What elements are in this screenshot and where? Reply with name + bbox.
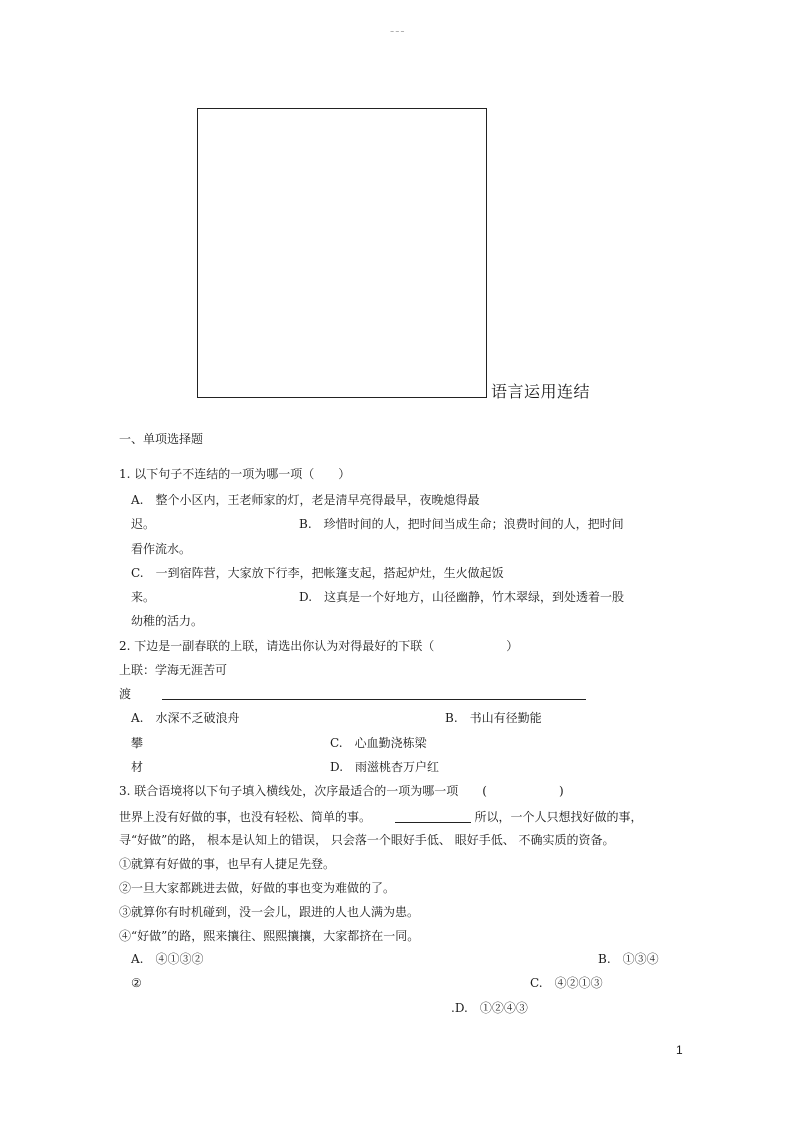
q1-option-b-line1: B. 珍惜时间的人，把时间当成生命；浪费时间的人，把时间 (299, 517, 624, 531)
section-heading: 一、单项选择题 (119, 432, 204, 446)
q2-option-b-line2: 攀 (131, 736, 144, 750)
q1-option-c-line1: C. 一到宿阵营，大家放下行李，把帐篷支起，搭起炉灶，生火做起饭 (131, 566, 504, 580)
question-2-stem: 2. 下边是一副春联的上联，请选出你认为对得最好的下联（ ） (119, 639, 519, 653)
q3-sentence-1: ①就算有好做的事，也早有人捷足先登。 (119, 857, 336, 871)
q3-sentence-4: ④“好做”的路，熙来攘往、熙熙攘攘，大家都挤在一同。 (119, 929, 420, 943)
q3-passage-line1-b: 所以，一个人只想找好做的事， (474, 810, 643, 824)
q2-option-b-line1: B. 书山有径勤能 (445, 711, 542, 725)
q1-option-c-line2: 来。 (131, 590, 156, 604)
q3-option-a: A. ④①③② (131, 952, 204, 966)
q3-option-b-line1: B. ①③④ (598, 952, 659, 966)
q3-option-c: C. ④②①③ (530, 976, 603, 990)
document-title: 语言运用连结 (491, 382, 591, 401)
q2-option-a: A. 水深不乏破浪舟 (131, 711, 240, 725)
answer-line (162, 699, 586, 700)
question-3-stem: 3. 联合语境将以下句子填入横线处，次序最适合的一项为哪一项 ( ) (119, 784, 564, 798)
q2-option-c-line2: 材 (131, 760, 144, 774)
q1-option-a-line1: A. 整个小区内，王老师家的灯，老是清早亮得最早，夜晚熄得最 (131, 493, 480, 507)
q1-option-d-line2: 幼稚的活力。 (131, 614, 204, 628)
q3-option-b-line2: ② (131, 976, 142, 990)
q2-option-c: C. 心血勤浇栋梁 (330, 736, 427, 750)
q1-option-a-line2: 迟。 (131, 517, 156, 531)
q3-option-d: .D. ①②④③ (451, 1001, 528, 1015)
q2-option-d: D. 雨滋桃杏万户红 (330, 760, 440, 774)
image-placeholder-frame (197, 108, 487, 398)
q2-upper-couplet-line1: 上联：学海无涯苦可 (119, 663, 228, 677)
q3-passage-line1 (119, 810, 643, 823)
q3-sentence-2: ②一旦大家都跳进去做，好做的事也变为难做的了。 (119, 881, 396, 895)
question-1-stem: 1. 以下句子不连结的一项为哪一项（ ） (119, 467, 351, 481)
fill-in-blank (395, 810, 471, 823)
page-number: 1 (676, 1043, 683, 1057)
q1-option-b-line2: 看作流水。 (131, 542, 192, 556)
q1-option-d-line1: D. 这真是一个好地方，山径幽静，竹木翠绿，到处透着一股 (299, 590, 625, 604)
header-mark: ~~~ (390, 29, 406, 35)
q3-passage-line1-a: 世界上没有好做的事，也没有轻松、简单的事。 (119, 810, 372, 824)
q3-sentence-3: ③就算你有时机碰到，没一会儿，跟进的人也人满为患。 (119, 905, 420, 919)
q2-upper-couplet-line2: 渡 (119, 687, 132, 701)
q3-passage-line2: 寻“好做”的路， 根本是认知上的错误， 只会落一个眼好手低、 眼好手低、 不确实质的资备。 (119, 833, 615, 847)
